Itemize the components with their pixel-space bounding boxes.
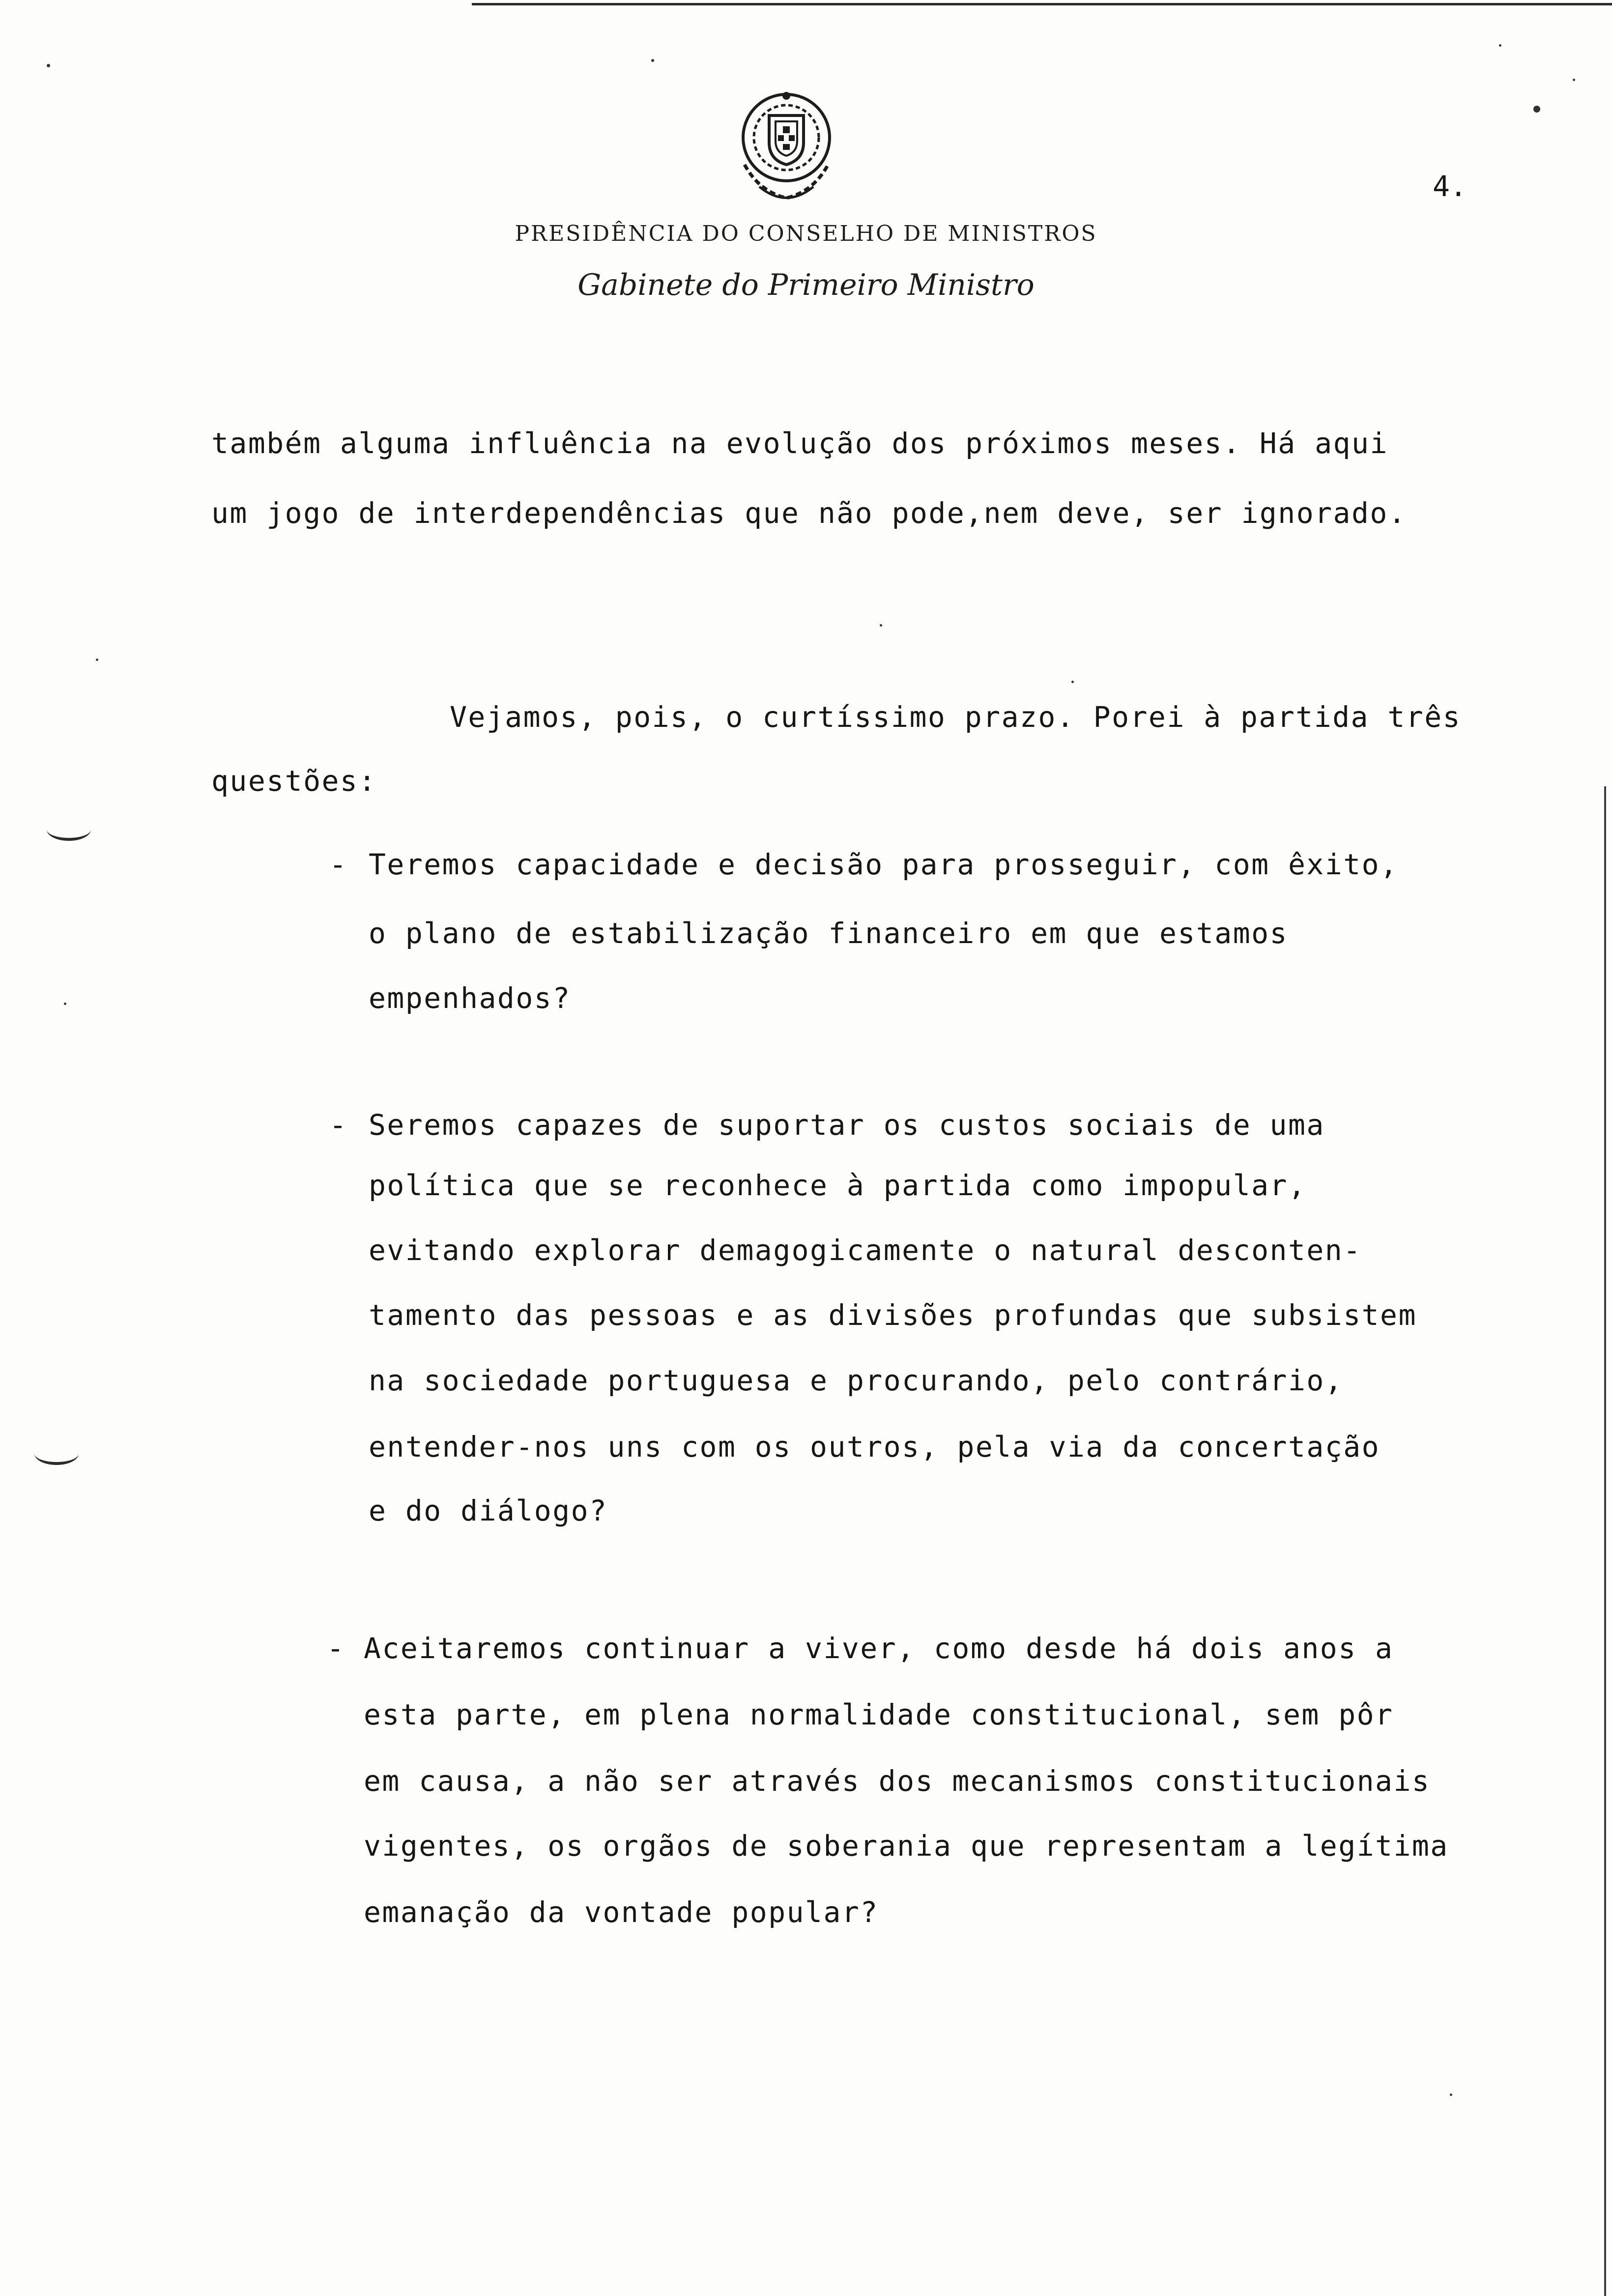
question-line: na sociedade portuguesa e procurando, pelo contrário, <box>369 1364 1344 1397</box>
speck <box>651 59 654 62</box>
page-edge-right <box>1604 786 1606 2296</box>
speck <box>47 64 50 67</box>
question-line: Seremos capazes de suportar os custos sociais de uma <box>369 1108 1325 1142</box>
speck <box>1499 44 1501 47</box>
intro-line: questões: <box>211 764 377 798</box>
question-line: Aceitaremos continuar a viver, como desde há dois anos a <box>364 1632 1394 1665</box>
speck <box>1573 79 1575 81</box>
question-line: vigentes, os orgãos de soberania que representam a legítima <box>364 1829 1449 1863</box>
question-line: o plano de estabilização financeiro em que estamos <box>369 917 1288 950</box>
question-line: evitando explorar demagogicamente o natural desconten- <box>369 1234 1362 1267</box>
opening-line: um jogo de interdependências que não pode,nem deve, ser ignorado. <box>211 496 1407 530</box>
speck <box>1450 2094 1452 2096</box>
speck <box>880 624 882 627</box>
question-line: emanação da vontade popular? <box>364 1895 879 1929</box>
speck <box>1533 106 1540 113</box>
question-dash: - <box>327 1632 344 1665</box>
intro-line: Vejamos, pois, o curtíssimo prazo. Porei à partida três <box>450 700 1462 734</box>
question-dash: - <box>329 848 346 881</box>
question-line: política que se reconhece à partida como impopular, <box>369 1169 1307 1202</box>
question-line: empenhados? <box>369 981 571 1015</box>
punch-hole-mark <box>47 818 91 841</box>
question-line: tamento das pessoas e as divisões profundas que subsistem <box>369 1298 1417 1332</box>
letterhead-cabinet: Gabinete do Primeiro Ministro <box>577 268 1035 302</box>
opening-line: também alguma influência na evolução dos próximos meses. Há aqui <box>211 427 1388 460</box>
question-line: entender-nos uns com os outros, pela via da concertação <box>369 1430 1381 1464</box>
question-line: e do diálogo? <box>369 1494 608 1527</box>
speck <box>64 1003 66 1005</box>
question-line: em causa, a não ser através dos mecanismos constitucionais <box>364 1764 1431 1798</box>
speck <box>96 659 98 661</box>
question-line: esta parte, em plena normalidade constitucional, sem pôr <box>364 1698 1394 1731</box>
page-edge-top <box>472 3 1612 5</box>
question-dash: - <box>329 1108 346 1142</box>
coat-of-arms-seal <box>730 86 843 209</box>
punch-hole-mark <box>34 1442 79 1465</box>
letterhead-office: PRESIDÊNCIA DO CONSELHO DE MINISTROS <box>515 221 1097 246</box>
speck <box>1071 681 1074 683</box>
page-number: 4. <box>1433 170 1467 203</box>
question-line: Teremos capacidade e decisão para prosseguir, com êxito, <box>369 848 1399 881</box>
